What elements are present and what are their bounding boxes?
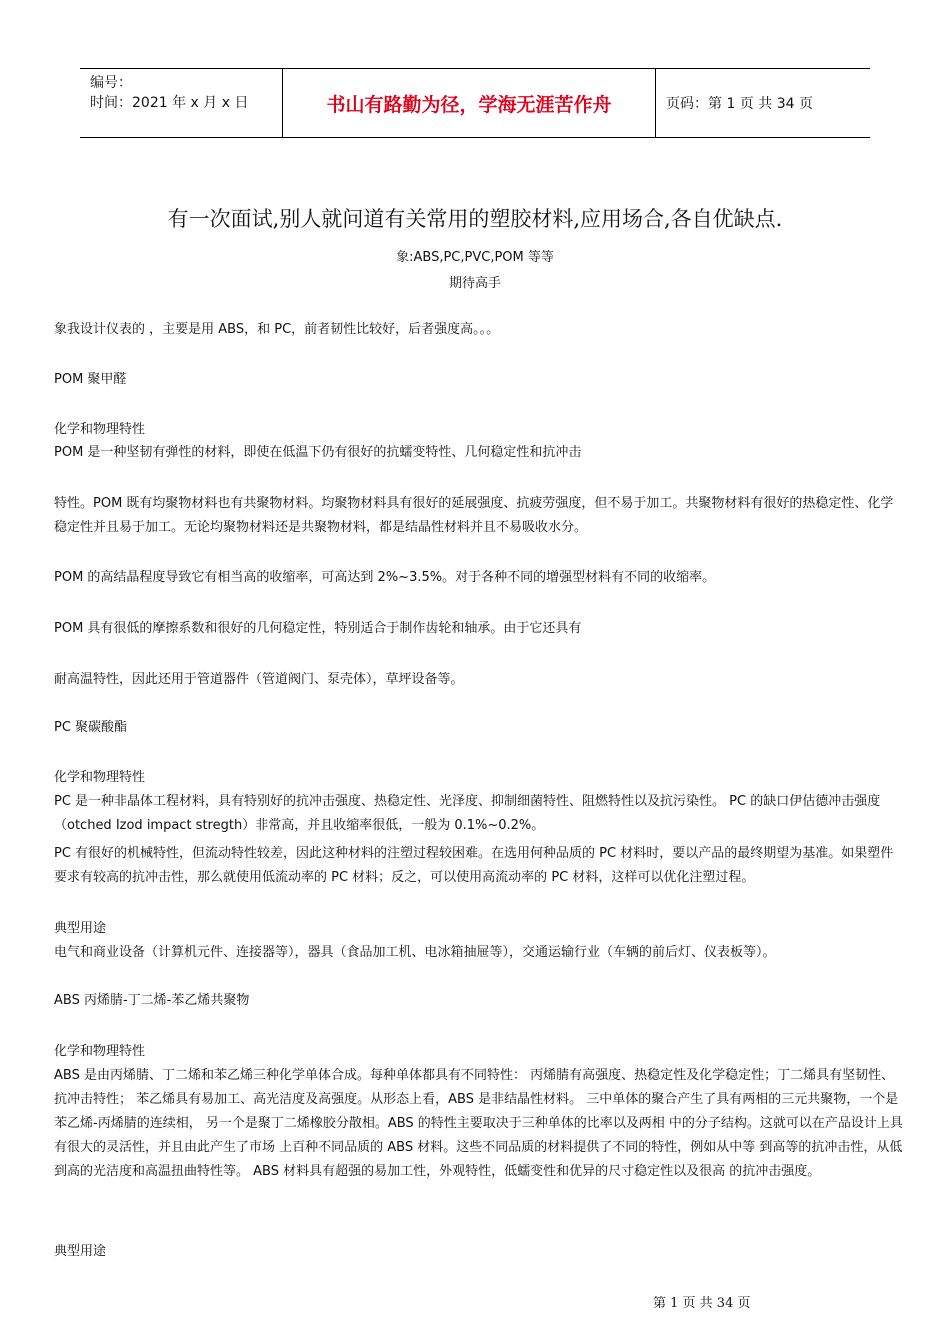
header-page-info: 页码：第 1 页 共 34 页 [666, 96, 813, 112]
header-meta [80, 69, 282, 137]
abs-paragraph-1: ABS 是由丙烯腈、丁二烯和苯乙烯三种化学单体合成。每种单体都具有不同特性： 丙烯腈有高强度、热稳定性及化学稳定性；丁二烯具有坚韧性、抗冲击特性； 苯乙烯具有易加工、高光洁度及高强度。从形态上看，ABS 是非结晶性材料。 三中单体的聚合产生了具有两相的三元共聚物，一个是苯乙烯-丙烯腈的连续相， 另一个是聚丁二烯橡胶分散相。ABS 的特性主要取决于三种单体的比率以及两相 中的分子结构。这就可以在产品设计上具有很大的灵活性，并且由此产生了市场 上百种不同品质的 ABS 材料。这些不同品质的材料提供了不同的特性，例如从中等 到高等的抗冲击性，从低到高的光洁度和高温扭曲特性等。 ABS 材料具有超强的易加工性，外观特性，低蠕变性和优异的尺寸稳定性以及很高 的抗冲击强度。 [54, 1068, 903, 1179]
pc-props-heading: 化学和物理特性 [54, 770, 146, 785]
pom-props-heading: 化学和物理特性 [54, 422, 146, 437]
header-motto: 书山有路勤为径，学海无涯苦作舟 [282, 69, 656, 137]
pc-heading: PC 聚碳酸酯 [54, 720, 128, 735]
page-title: 有一次面试,别人就问道有关常用的塑胶材料,应用场合,各自优缺点. [167, 207, 783, 231]
intro-paragraph: 象我设计仪表的 ，主要是用 ABS，和 PC，前者韧性比较好，后者强度高。。。 [54, 322, 500, 337]
number-label: 编号： [90, 75, 132, 91]
pc-paragraph-2: PC 有很好的机械特性，但流动特性较差，因此这种材料的注塑过程较困难。在选用何种品质的 PC 材料时，要以产品的最终期望为基准。如果塑件要求有较高的抗冲击性，那么就使用低流动率的 PC 材料；反之，可以使用高流动率的 PC 材料，这样可以优化注塑过程。 [54, 846, 894, 885]
subtitle-examples: 象:ABS,PC,PVC,POM 等等 [396, 250, 554, 265]
pom-paragraph-5: 耐高温特性，因此还用于管道器件（管道阀门、泵壳体），草坪设备等。 [54, 672, 464, 687]
pom-paragraph-4: POM 具有很低的摩擦系数和很好的几何稳定性，特别适合于制作齿轮和轴承。由于它还具有 [54, 621, 582, 636]
pc-use-heading: 典型用途 [54, 921, 107, 936]
header-table [80, 68, 870, 138]
pom-paragraph-1: POM 是一种坚韧有弹性的材料，即使在低温下仍有很好的抗蠕变特性、几何稳定性和抗冲击 [54, 445, 582, 460]
pc-paragraph-1: PC 是一种非晶体工程材料，具有特别好的抗冲击强度、热稳定性、光泽度、抑制细菌特性、阻燃特性以及抗污染性。 PC 的缺口伊估德冲击强度（otched Izod impact stregth）非常高，并且收缩率很低，一般为 0.1%~0.2%。 [54, 794, 881, 833]
subtitle-request: 期待高手 [448, 276, 501, 291]
pom-heading: POM 聚甲醛 [54, 372, 127, 387]
abs-use-heading: 典型用途 [54, 1244, 107, 1259]
pom-paragraph-2: 特性。POM 既有均聚物材料也有共聚物材料。均聚物材料具有很好的延展强度、抗疲劳强度，但不易于加工。共聚物材料有很好的热稳定性、化学稳定性并且易于加工。无论均聚物材料还是共聚物材料，都是结晶性材料并且不易吸收水分。 [54, 496, 894, 535]
pc-use-paragraph: 电气和商业设备（计算机元件、连接器等），器具（食品加工机、电冰箱抽屉等），交通运输行业（车辆的前后灯、仪表板等）。 [54, 945, 776, 960]
abs-props-heading: 化学和物理特性 [54, 1044, 146, 1059]
page-footer: 第 1 页 共 34 页 [653, 1296, 751, 1311]
time-label: 时间：2021 年 x 月 x 日 [90, 95, 249, 111]
pom-paragraph-3: POM 的高结晶程度导致它有相当高的收缩率，可高达到 2%~3.5%。对于各种不同的增强型材料有不同的收缩率。 [54, 570, 716, 585]
abs-heading: ABS 丙烯腈-丁二烯-苯乙烯共聚物 [54, 993, 250, 1008]
